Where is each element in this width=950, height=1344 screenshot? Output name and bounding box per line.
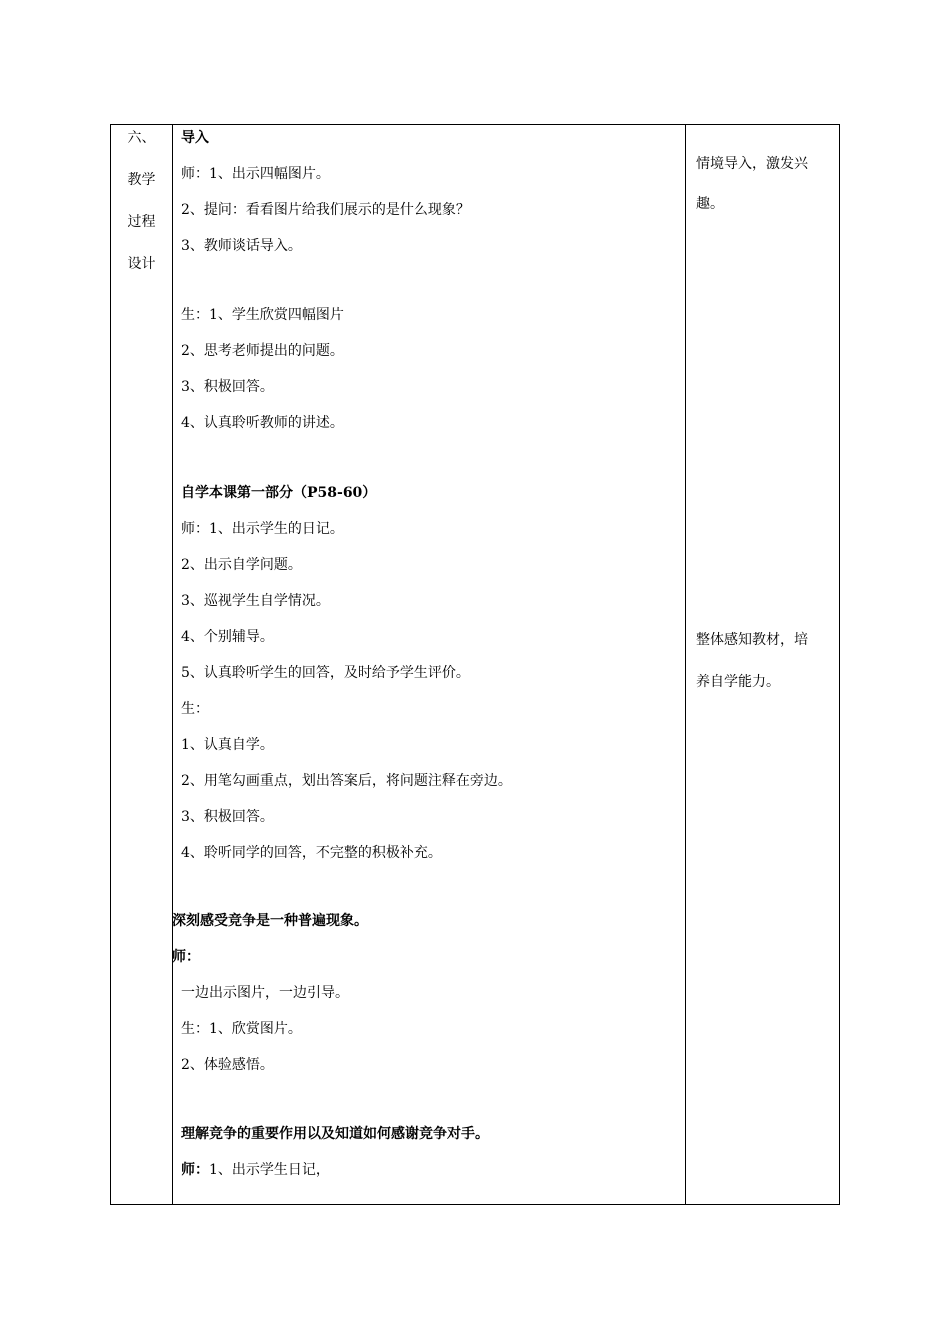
text-fragment: 1、出示学生日记， (209, 1162, 330, 1178)
column-divider (685, 125, 686, 1204)
text-line: 2、出示自学问题。 (181, 557, 302, 573)
intent-line: 趣。 (696, 196, 724, 212)
text-line (181, 1161, 330, 1179)
text-line: 4、个别辅导。 (181, 629, 274, 645)
section-label-line: 过程 (127, 214, 156, 230)
text-line: 2、提问：看看图片给我们展示的是什么现象？ (181, 202, 470, 218)
text-line: 一边出示图片，一边引导。 (181, 985, 349, 1001)
feel-heading: 深刻感受竞争是一种普遍现象。 (172, 913, 368, 929)
intent-line: 养自学能力。 (696, 674, 780, 690)
understand-heading: 理解竞争的重要作用以及知道如何感谢竞争对手。 (181, 1126, 489, 1142)
text-line: 4、聆听同学的回答，不完整的积极补充。 (181, 845, 442, 861)
text-line: 师：1、出示学生的日记。 (181, 521, 344, 537)
text-line: 生：1、欣赏图片。 (181, 1021, 302, 1037)
teacher-label: 师： (181, 1162, 209, 1178)
intro-heading: 导入 (181, 130, 209, 146)
text-line: 2、思考老师提出的问题。 (181, 343, 344, 359)
section-label-line: 设计 (127, 256, 156, 272)
text-line: 2、用笔勾画重点，划出答案后，将问题注释在旁边。 (181, 773, 512, 789)
text-line: 2、体验感悟。 (181, 1057, 274, 1073)
section-number: 六、 (127, 130, 156, 146)
text-line: 生：1、学生欣赏四幅图片 (181, 307, 344, 323)
text-line: 3、积极回答。 (181, 379, 274, 395)
teacher-label: 师： (172, 949, 200, 965)
intent-line: 整体感知教材，培 (696, 632, 808, 648)
text-line: 3、巡视学生自学情况。 (181, 593, 330, 609)
text-line: 4、认真聆听教师的讲述。 (181, 415, 344, 431)
lesson-plan-table (110, 124, 840, 1205)
text-line: 3、积极回答。 (181, 809, 274, 825)
text-line: 5、认真聆听学生的回答，及时给予学生评价。 (181, 665, 470, 681)
column-divider (172, 125, 173, 1204)
section-label-line: 教学 (127, 172, 156, 188)
self-study-heading: 自学本课第一部分（P58-60） (181, 485, 377, 501)
student-label: 生： (181, 701, 209, 717)
text-line: 3、教师谈话导入。 (181, 238, 302, 254)
text-line: 师：1、出示四幅图片。 (181, 166, 330, 182)
text-line: 1、认真自学。 (181, 737, 274, 753)
intent-line: 情境导入，激发兴 (696, 156, 808, 172)
